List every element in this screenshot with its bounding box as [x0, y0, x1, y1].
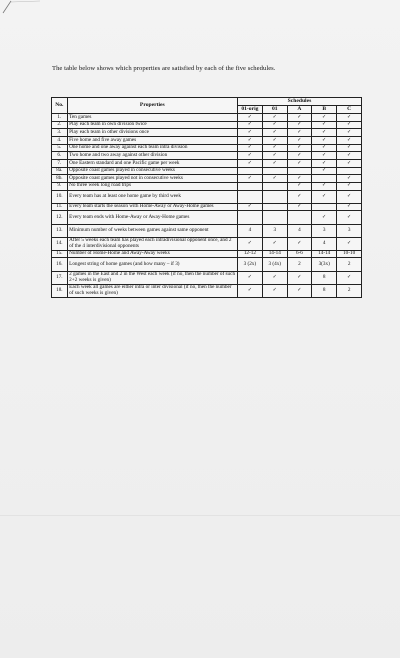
- schedule-value-cell: ✓: [262, 129, 287, 137]
- schedule-value-cell: ✓: [287, 237, 311, 250]
- schedule-value-cell: ✓: [262, 271, 287, 284]
- schedule-value-cell: [237, 190, 262, 203]
- schedule-value-cell: [262, 190, 287, 203]
- schedule-value-cell: 4: [237, 224, 262, 237]
- schedule-value-cell: ✓: [312, 152, 337, 160]
- row-number: 9.: [52, 182, 68, 190]
- schedule-value-cell: ✓: [237, 137, 262, 145]
- schedule-value-cell: ✓: [262, 114, 287, 122]
- schedule-value-cell: ✓: [237, 114, 262, 122]
- schedule-value-cell: 8: [312, 284, 337, 297]
- table-row: [52, 250, 362, 258]
- property-cell: Opposite coast games played in consecutive weeks: [67, 167, 237, 175]
- row-number: 3.: [52, 129, 68, 137]
- schedule-value-cell: ✓: [262, 152, 287, 160]
- schedule-value-cell: ✓: [312, 121, 337, 129]
- property-cell: Each week all games are either intra or inter divisional (if no, then the number of such weeks is given): [67, 284, 237, 297]
- schedule-value-cell: ✓: [287, 159, 311, 167]
- schedule-value-cell: ✓: [337, 203, 362, 211]
- schedule-value-cell: ✓: [237, 203, 262, 211]
- schedule-value-cell: 3: [262, 224, 287, 237]
- row-number: 4.: [52, 137, 68, 145]
- schedule-value-cell: [287, 211, 311, 224]
- schedule-value-cell: ✓: [287, 121, 311, 129]
- schedule-value-cell: ✓: [337, 137, 362, 145]
- schedule-value-cell: 3: [337, 224, 362, 237]
- schedule-value-cell: 8: [312, 271, 337, 284]
- header-schedule-c: C: [337, 106, 362, 114]
- schedule-value-cell: ✓: [312, 144, 337, 152]
- property-cell: Minimum number of weeks between games against same opponent: [67, 224, 237, 237]
- schedule-value-cell: ✓: [287, 190, 311, 203]
- schedule-value-cell: ✓: [237, 159, 262, 167]
- property-cell: No three week long road trips: [67, 182, 237, 190]
- schedule-value-cell: ✓: [262, 175, 287, 183]
- schedule-value-cell: ✓: [337, 114, 362, 122]
- property-cell: One Eastern standard and one Pacific game per week: [67, 159, 237, 167]
- intro-text: The table below shows which properties are satisfied by each of the five schedules.: [52, 65, 276, 72]
- schedule-value-cell: ✓: [262, 284, 287, 297]
- header-schedule-01-orig: 01-orig: [237, 106, 262, 114]
- schedule-value-cell: ✓: [312, 182, 337, 190]
- schedule-value-cell: [237, 167, 262, 175]
- schedule-value-cell: [287, 167, 311, 175]
- schedule-value-cell: 3(3x): [312, 258, 337, 271]
- schedule-value-cell: [312, 203, 337, 211]
- schedule-value-cell: ✓: [262, 159, 287, 167]
- table-body: [52, 114, 362, 298]
- row-number: 11.: [52, 203, 68, 211]
- table-row: [52, 121, 362, 129]
- table-row: [52, 182, 362, 190]
- schedule-value-cell: ✓: [262, 121, 287, 129]
- schedule-value-cell: ✓: [287, 203, 311, 211]
- schedule-value-cell: ✓: [262, 237, 287, 250]
- property-cell: Every team ends with Home-Away or Away-Home games: [67, 211, 237, 224]
- schedule-value-cell: ✓: [337, 121, 362, 129]
- table-row: [52, 175, 362, 183]
- property-cell: Ten games: [67, 114, 237, 122]
- schedule-value-cell: 2: [337, 284, 362, 297]
- schedules-table: [51, 97, 362, 298]
- schedule-value-cell: ✓: [287, 129, 311, 137]
- schedule-value-cell: ✓: [312, 137, 337, 145]
- schedule-value-cell: ✓: [312, 190, 337, 203]
- header-schedules: Schedules: [237, 98, 361, 106]
- row-number: 8b.: [52, 175, 68, 183]
- schedule-value-cell: ✓: [287, 144, 311, 152]
- schedule-value-cell: [262, 203, 287, 211]
- row-number: 15.: [52, 250, 68, 258]
- schedule-value-cell: 3: [312, 224, 337, 237]
- header-schedule-01: 01: [262, 106, 287, 114]
- property-cell: Five home and five away games: [67, 137, 237, 145]
- header-properties: Properties: [67, 98, 237, 114]
- property-cell: Two home and two away against other division: [67, 152, 237, 160]
- table-row: [52, 224, 362, 237]
- schedule-value-cell: ✓: [237, 271, 262, 284]
- row-number: 17.: [52, 271, 68, 284]
- property-cell: Number of Home-Home and Away-Away weeks: [67, 250, 237, 258]
- row-number: 13.: [52, 224, 68, 237]
- schedule-value-cell: ✓: [312, 114, 337, 122]
- schedule-value-cell: ✓: [312, 129, 337, 137]
- table-row: [52, 144, 362, 152]
- row-number: 14.: [52, 237, 68, 250]
- schedule-value-cell: ✓: [337, 159, 362, 167]
- schedule-value-cell: [237, 211, 262, 224]
- schedule-value-cell: 12-12: [237, 250, 262, 258]
- table-row: [52, 284, 362, 297]
- table-row: [52, 167, 362, 175]
- property-cell: Play each team in own division twice: [67, 121, 237, 129]
- schedule-value-cell: ✓: [237, 152, 262, 160]
- table-row: [52, 190, 362, 203]
- schedule-value-cell: [312, 175, 337, 183]
- property-cell: Opposite coast games played not in consecutive weeks: [67, 175, 237, 183]
- schedule-value-cell: ✓: [237, 237, 262, 250]
- schedule-value-cell: [262, 211, 287, 224]
- row-number: 6.: [52, 152, 68, 160]
- schedule-value-cell: 14-14: [262, 250, 287, 258]
- schedule-value-cell: [337, 167, 362, 175]
- schedule-value-cell: ✓: [262, 144, 287, 152]
- property-cell: 2 games in the East and 2 in the West each week (if no, then the number of such 2+2 weeks is given): [67, 271, 237, 284]
- table-row: [52, 258, 362, 271]
- schedule-value-cell: ✓: [337, 144, 362, 152]
- row-number: 18.: [52, 284, 68, 297]
- row-number: 1.: [52, 114, 68, 122]
- row-number: 2.: [52, 121, 68, 129]
- schedule-value-cell: ✓: [287, 137, 311, 145]
- schedule-value-cell: ✓: [237, 129, 262, 137]
- schedule-value-cell: 14-14: [312, 250, 337, 258]
- schedule-value-cell: ✓: [237, 144, 262, 152]
- schedule-value-cell: ✓: [337, 129, 362, 137]
- header-no: No.: [52, 98, 68, 114]
- schedule-value-cell: ✓: [337, 237, 362, 250]
- schedule-value-cell: ✓: [337, 271, 362, 284]
- schedule-value-cell: 4: [287, 224, 311, 237]
- table-row: [52, 159, 362, 167]
- table-row: [52, 237, 362, 250]
- schedule-value-cell: ✓: [287, 175, 311, 183]
- schedule-value-cell: ✓: [312, 167, 337, 175]
- schedule-value-cell: [262, 167, 287, 175]
- schedule-value-cell: ✓: [287, 284, 311, 297]
- row-number: 12.: [52, 211, 68, 224]
- table-row: [52, 152, 362, 160]
- page-fold-line: [0, 515, 400, 516]
- table-row: [52, 114, 362, 122]
- property-cell: Play each team in other divisions once: [67, 129, 237, 137]
- schedule-value-cell: ✓: [337, 175, 362, 183]
- schedule-value-cell: ✓: [287, 182, 311, 190]
- schedule-value-cell: 4: [312, 237, 337, 250]
- table-row: [52, 203, 362, 211]
- table-row: [52, 271, 362, 284]
- schedule-value-cell: 2: [287, 258, 311, 271]
- header-schedule-b: B: [312, 106, 337, 114]
- schedule-value-cell: ✓: [262, 137, 287, 145]
- schedule-value-cell: ✓: [237, 175, 262, 183]
- schedule-value-cell: ✓: [237, 121, 262, 129]
- table-row: [52, 129, 362, 137]
- header-schedule-a: A: [287, 106, 311, 114]
- row-number: 16.: [52, 258, 68, 271]
- property-cell: Every team has at least one home game by third week: [67, 190, 237, 203]
- property-cell: Every team starts the season with Home-Away or Away-Home games: [67, 203, 237, 211]
- property-cell: Longest string of home games (and how many – if 3): [67, 258, 237, 271]
- schedule-value-cell: [262, 182, 287, 190]
- property-cell: One home and one away against each team intra division: [67, 144, 237, 152]
- schedule-value-cell: ✓: [337, 190, 362, 203]
- schedule-value-cell: 3 (4x): [262, 258, 287, 271]
- schedule-value-cell: ✓: [337, 211, 362, 224]
- property-cell: After 5 weeks each team has played each intradivisional opponent once, and 2 of the 4 interdivisional opponents: [67, 237, 237, 250]
- pen-mark-icon: [2, 0, 42, 14]
- schedule-value-cell: 10-10: [337, 250, 362, 258]
- schedule-value-cell: ✓: [287, 271, 311, 284]
- schedule-value-cell: ✓: [337, 152, 362, 160]
- row-number: 5.: [52, 144, 68, 152]
- schedule-value-cell: ✓: [287, 114, 311, 122]
- schedule-value-cell: ✓: [312, 159, 337, 167]
- schedule-value-cell: ✓: [312, 211, 337, 224]
- schedule-value-cell: 2: [337, 258, 362, 271]
- schedule-value-cell: ✓: [237, 284, 262, 297]
- row-number: 10.: [52, 190, 68, 203]
- row-number: 8a.: [52, 167, 68, 175]
- schedule-value-cell: ✓: [287, 152, 311, 160]
- schedule-value-cell: ✓: [337, 182, 362, 190]
- table-row: [52, 137, 362, 145]
- row-number: 7.: [52, 159, 68, 167]
- schedule-value-cell: [237, 182, 262, 190]
- schedule-value-cell: 3 (2x): [237, 258, 262, 271]
- schedule-value-cell: 6-6: [287, 250, 311, 258]
- table-row: [52, 211, 362, 224]
